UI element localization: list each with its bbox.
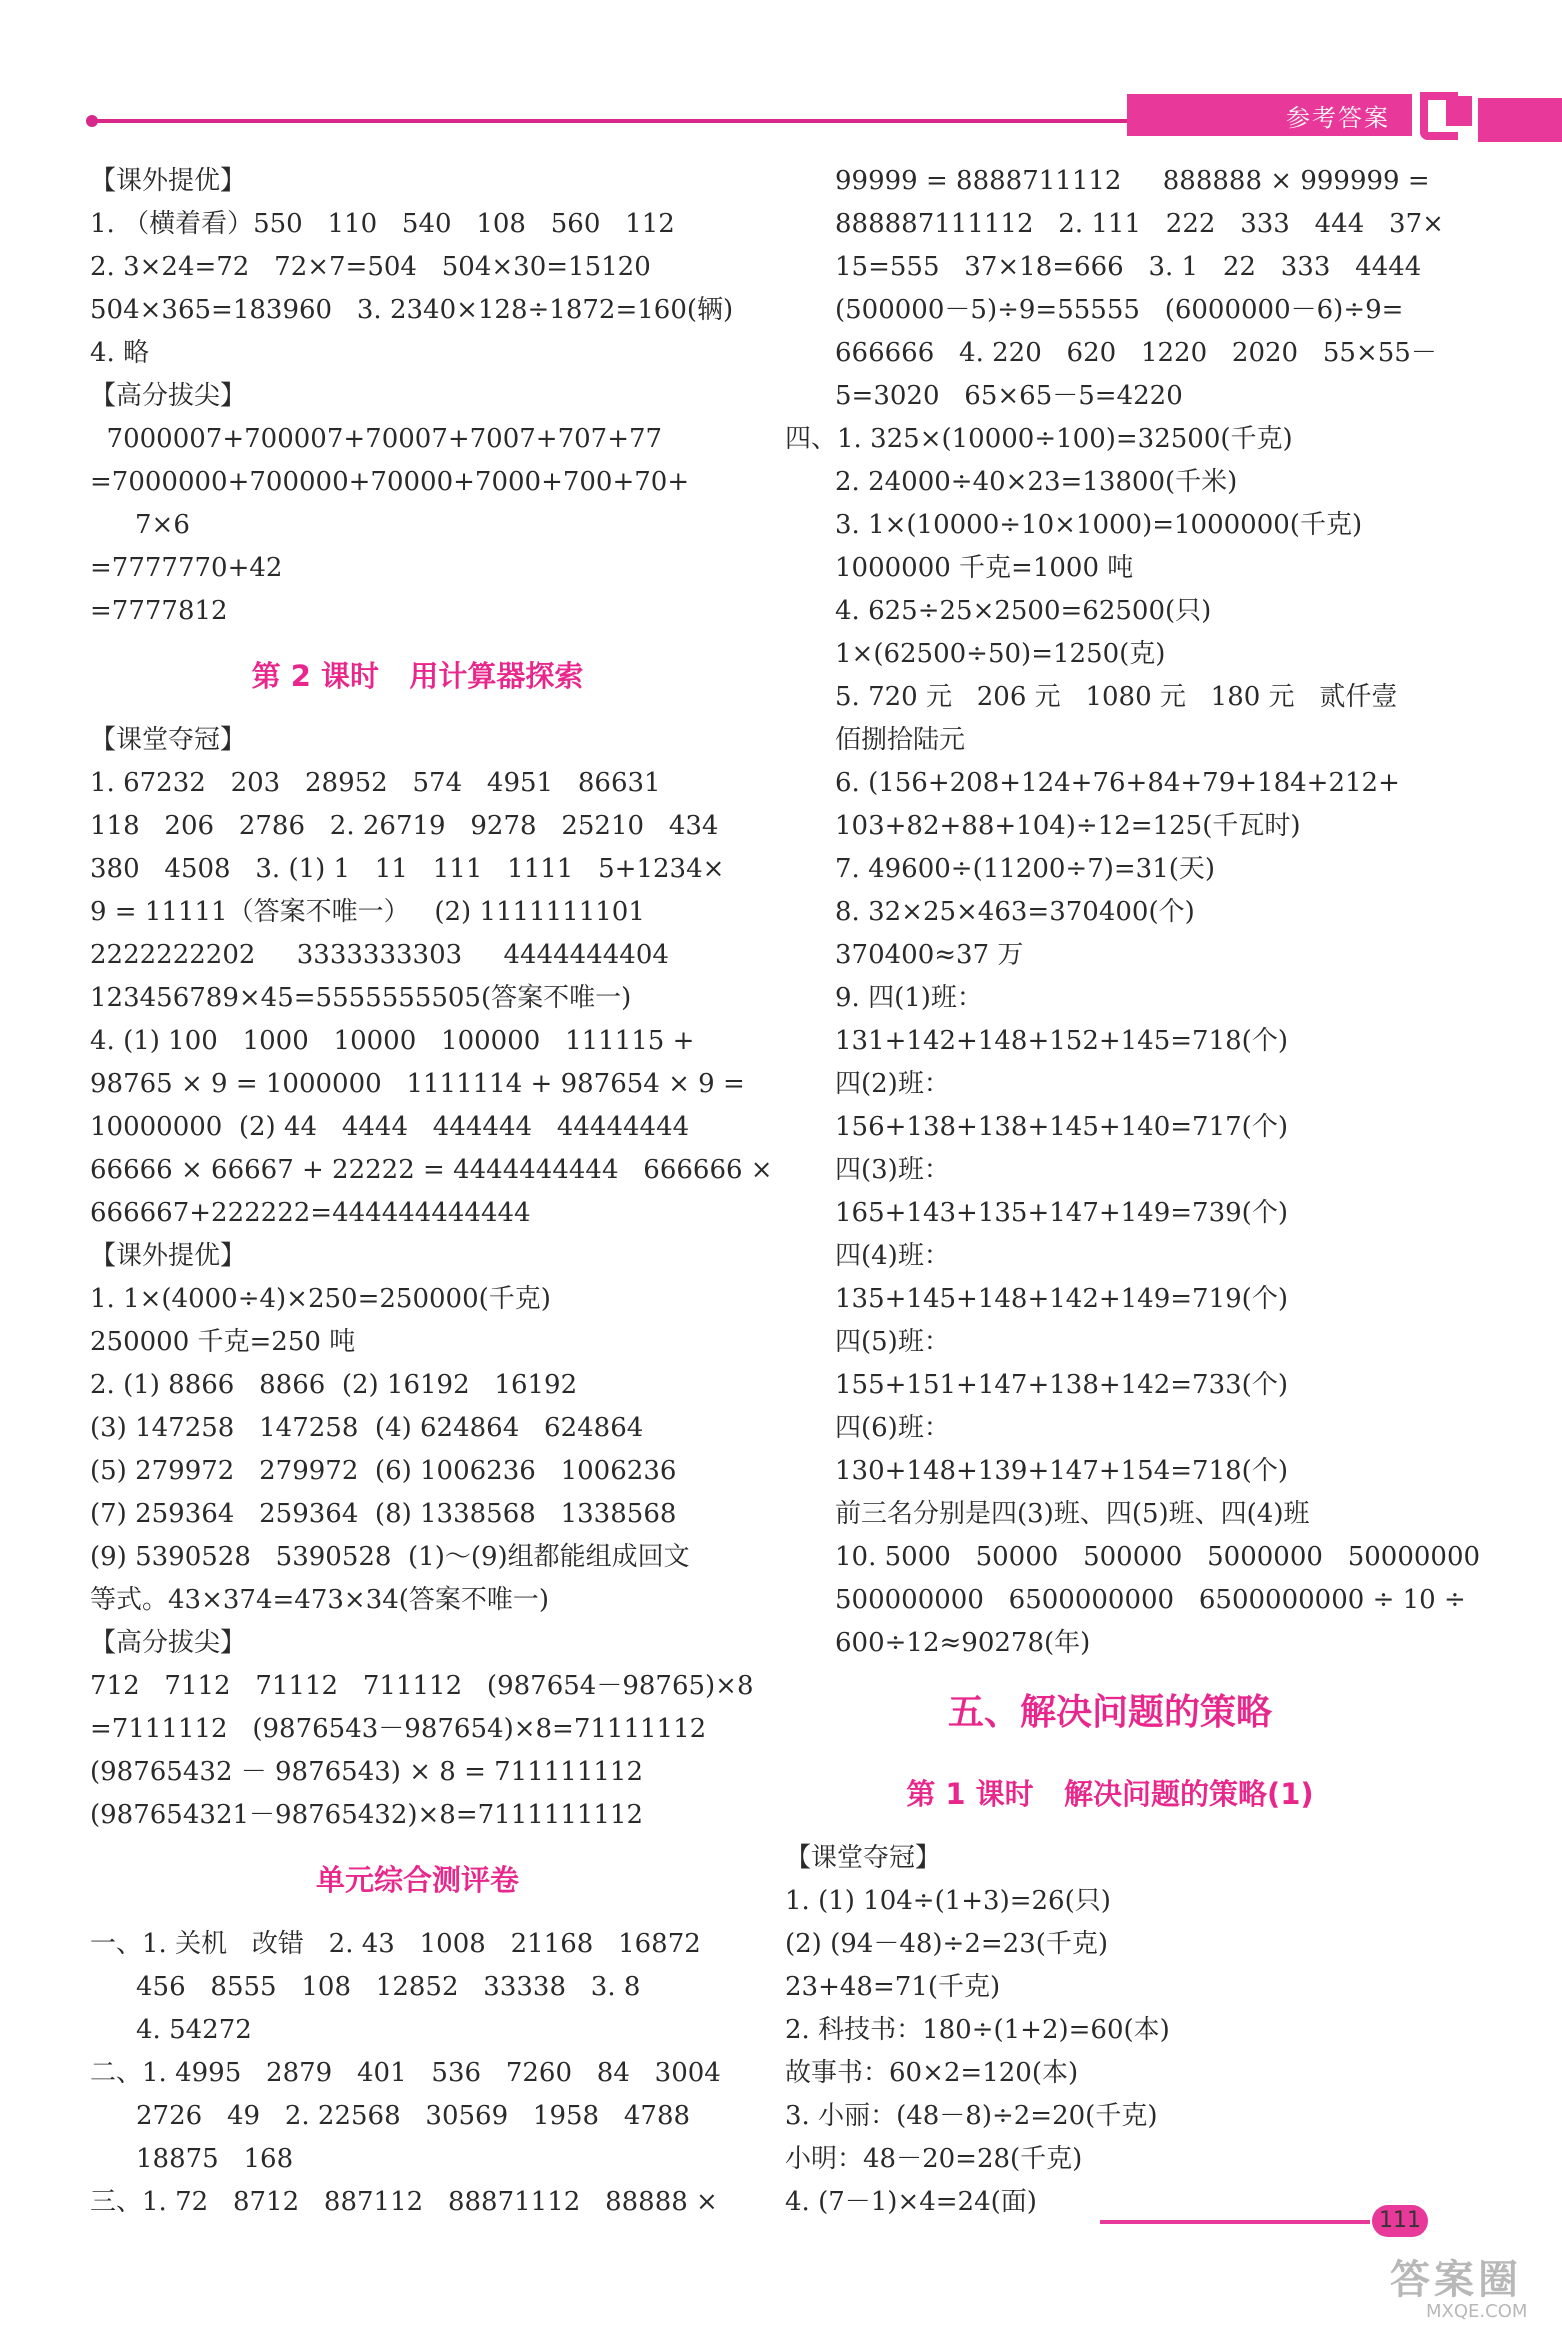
- answer-line: 2. 科技书：180÷(1+2)=60(本): [785, 2015, 1170, 2045]
- answer-line: 小明：48－20=28(千克): [785, 2144, 1083, 2174]
- answer-line: (987654321－98765432)×8=7111111112: [90, 1800, 644, 1830]
- answer-line: 等式。43×374=473×34(答案不唯一): [90, 1585, 550, 1615]
- answer-line: 四(4)班：: [835, 1241, 950, 1271]
- answer-line: (7) 259364 259364 (8) 1338568 1338568: [90, 1499, 677, 1529]
- answer-line: 四(2)班：: [835, 1069, 950, 1099]
- answer-line: 15=555 37×18=666 3. 1 22 333 4444: [835, 252, 1422, 282]
- answer-line: 4. (1) 100 1000 10000 100000 111115 +: [90, 1026, 695, 1056]
- answer-line: (2) (94－48)÷2=23(千克): [785, 1929, 1109, 1959]
- section-title: 第 1 课时 解决问题的策略(1): [906, 1777, 1314, 1811]
- answer-line: 504×365=183960 3. 2340×128÷1872=160(辆): [90, 295, 734, 325]
- answer-line: (500000－5)÷9=55555 (6000000－6)÷9=: [835, 295, 1404, 325]
- answer-line: 四(6)班：: [835, 1413, 950, 1443]
- watermark: [1390, 2248, 1550, 2338]
- watermark-logo: 答案圈: [1390, 2257, 1522, 2303]
- answer-line: 2. 24000÷40×23=13800(千米): [835, 467, 1238, 497]
- answer-line: 【课堂夺冠】: [785, 1843, 942, 1873]
- answer-line: 456 8555 108 12852 33338 3. 8: [136, 1972, 641, 2002]
- answer-line: 7×6: [135, 510, 190, 540]
- header-tab-label: 参考答案: [1286, 103, 1390, 132]
- answer-line: 9 = 11111（答案不唯一） (2) 1111111101: [90, 897, 645, 927]
- answer-line: 4. 625÷25×2500=62500(只): [835, 596, 1212, 626]
- answer-line: 98765 × 9 = 1000000 1111114 + 987654 × 9 =: [90, 1069, 745, 1099]
- answer-line: 1×(62500÷50)=1250(克): [835, 639, 1166, 669]
- section-title: 第 2 课时 用计算器探索: [251, 659, 584, 693]
- answer-line: 99999 = 8888711112 888888 × 999999 =: [835, 166, 1430, 196]
- answer-line: 【课堂夺冠】: [90, 725, 247, 755]
- answer-line: 156+138+138+145+140=717(个): [835, 1112, 1288, 1142]
- answer-line: 380 4508 3. (1) 1 11 111 1111 5+1234×: [90, 854, 725, 884]
- header-tab: [1127, 94, 1412, 136]
- answer-line: 【高分拔尖】: [90, 1628, 247, 1658]
- answer-line: 一、1. 关机 改错 2. 43 1008 21168 16872: [90, 1929, 701, 1959]
- answer-line: 【课外提优】: [90, 166, 247, 196]
- answer-line: 888887111112 2. 111 222 333 444 37×: [835, 209, 1444, 239]
- header-tab-end: [1478, 98, 1562, 142]
- answer-line: 10. 5000 50000 500000 5000000 50000000: [835, 1542, 1481, 1572]
- answer-line: 103+82+88+104)÷12=125(千瓦时): [835, 811, 1301, 841]
- answer-line: (98765432 － 9876543) × 8 = 711111112: [90, 1757, 643, 1787]
- answer-line: 前三名分别是四(3)班、四(5)班、四(4)班: [835, 1499, 1310, 1529]
- answer-line: 二、1. 4995 2879 401 536 7260 84 3004: [90, 2058, 721, 2088]
- header-rule: [92, 119, 1127, 123]
- answer-line: 118 206 2786 2. 26719 9278 25210 434: [90, 811, 719, 841]
- answer-line: 3. 小丽：(48－8)÷2=20(千克): [785, 2101, 1158, 2131]
- answer-line: =7000000+700000+70000+7000+700+70+: [90, 467, 690, 497]
- answer-line: (5) 279972 279972 (6) 1006236 1006236: [90, 1456, 677, 1486]
- answer-line: 23+48=71(千克): [785, 1972, 1001, 2002]
- answer-line: 9. 四(1)班：: [835, 983, 983, 1013]
- answer-line: 四(5)班：: [835, 1327, 950, 1357]
- answer-line: 666667+222222=444444444444: [90, 1198, 531, 1228]
- answer-line: =7777812: [90, 596, 228, 626]
- answer-line: 18875 168: [136, 2144, 294, 2174]
- answer-line: (3) 147258 147258 (4) 624864 624864: [90, 1413, 644, 1443]
- answer-line: 1. （横着看）550 110 540 108 560 112: [90, 209, 675, 239]
- answer-line: 712 7112 71112 711112 (987654－98765)×8: [90, 1671, 754, 1701]
- section-title: 五、解决问题的策略: [947, 1692, 1272, 1733]
- answer-line: 5. 720 元 206 元 1080 元 180 元 贰仟壹: [835, 682, 1398, 712]
- answer-line: =7111112 (9876543－987654)×8=71111112: [90, 1714, 707, 1744]
- watermark-url: MXQE.COM: [1426, 2301, 1528, 2322]
- answer-line: 1000000 千克=1000 吨: [835, 553, 1134, 583]
- answer-line: 6. (156+208+124+76+84+79+184+212+: [835, 768, 1400, 798]
- answer-line: 155+151+147+138+142=733(个): [835, 1370, 1288, 1400]
- answer-line: (9) 5390528 5390528 (1)～(9)组都能组成回文: [90, 1542, 690, 1572]
- answer-line: 佰捌拾陆元: [835, 725, 966, 755]
- answer-line: 7. 49600÷(11200÷7)=31(天): [835, 854, 1216, 884]
- answer-column-left: [90, 160, 773, 2224]
- answer-line: 10000000 (2) 44 4444 444444 44444444: [90, 1112, 690, 1142]
- answer-line: 四、1. 325×(10000÷100)=32500(千克): [785, 424, 1293, 454]
- answer-line: 四(3)班：: [835, 1155, 950, 1185]
- answer-line: 2. 3×24=72 72×7=504 504×30=15120: [90, 252, 651, 282]
- answer-line: 2726 49 2. 22568 30569 1958 4788: [136, 2101, 691, 2131]
- answer-line: 131+142+148+152+145=718(个): [835, 1026, 1288, 1056]
- section-title: 单元综合测评卷: [315, 1863, 519, 1897]
- answer-line: 370400≈37 万: [835, 940, 1024, 970]
- answer-line: 1. 1×(4000÷4)×250=250000(千克): [90, 1284, 551, 1314]
- answer-line: 123456789×45=5555555505(答案不唯一): [90, 983, 632, 1013]
- answer-line: 2. (1) 8866 8866 (2) 16192 16192: [90, 1370, 578, 1400]
- answer-line: 7000007+700007+70007+7007+707+77: [90, 424, 663, 454]
- page-number: 111: [1372, 2205, 1428, 2237]
- answer-line: 66666 × 66667 + 22222 = 4444444444 666666 ×: [90, 1155, 773, 1185]
- answer-line: 4. 54272: [136, 2015, 252, 2045]
- answer-line: 500000000 6500000000 6500000000 ÷ 10 ÷: [835, 1585, 1466, 1615]
- answer-line: 4. 略: [90, 338, 150, 368]
- answer-line: 3. 1×(10000÷10×1000)=1000000(千克): [835, 510, 1363, 540]
- answer-line: 2222222202 3333333303 4444444404: [90, 940, 669, 970]
- header-bracket-fill: [1446, 96, 1472, 126]
- answer-line: 【课外提优】: [90, 1241, 247, 1271]
- answer-line: 4. (7－1)×4=24(面): [785, 2187, 1037, 2217]
- answer-line: 135+145+148+142+149=719(个): [835, 1284, 1288, 1314]
- footer-rule: [1100, 2220, 1370, 2224]
- answer-line: 165+143+135+147+149=739(个): [835, 1198, 1288, 1228]
- answer-line: 8. 32×25×463=370400(个): [835, 897, 1195, 927]
- answer-line: 【高分拔尖】: [90, 381, 247, 411]
- answer-line: 1. (1) 104÷(1+3)=26(只): [785, 1886, 1111, 1916]
- answer-line: 故事书：60×2=120(本): [785, 2058, 1079, 2088]
- answer-line: 三、1. 72 8712 887112 88871112 88888 ×: [90, 2187, 718, 2217]
- answer-line: 5=3020 65×65－5=4220: [835, 381, 1183, 411]
- answer-line: 600÷12≈90278(年): [835, 1628, 1091, 1658]
- answer-line: 250000 千克=250 吨: [90, 1327, 356, 1357]
- answer-line: =7777770+42: [90, 553, 283, 583]
- answer-column-right: [785, 160, 1481, 2224]
- answer-line: 1. 67232 203 28952 574 4951 86631: [90, 768, 661, 798]
- answer-line: 666666 4. 220 620 1220 2020 55×55－: [835, 338, 1437, 368]
- answer-line: 130+148+139+147+154=718(个): [835, 1456, 1288, 1486]
